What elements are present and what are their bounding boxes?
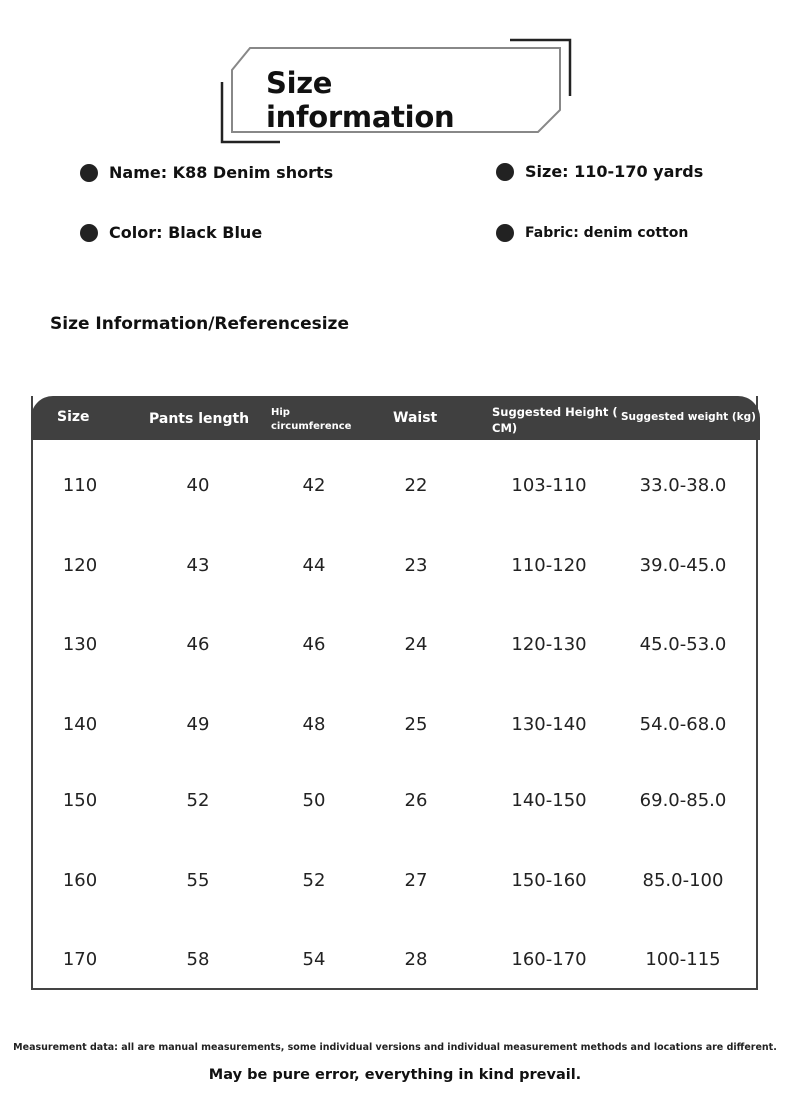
spec-color-text: Color: Black Blue bbox=[109, 223, 263, 242]
cell-hip: 54 bbox=[302, 949, 326, 970]
bullet-icon bbox=[496, 224, 514, 242]
spec-name-text: Name: K88 Denim shorts bbox=[109, 163, 334, 182]
cell-size: 110 bbox=[62, 475, 98, 496]
size-table bbox=[31, 396, 758, 990]
page-title: Size information bbox=[266, 66, 455, 134]
spec-size bbox=[496, 162, 703, 181]
disclaimer: May be pure error, everything in kind prevail. bbox=[208, 1067, 582, 1083]
col-header-size: Size bbox=[57, 409, 90, 425]
cell-waist: 27 bbox=[404, 870, 428, 891]
measurement-note: Measurement data: all are manual measurements, some individual versions and individual measurement methods and locations are different. bbox=[13, 1042, 777, 1053]
cell-waist: 28 bbox=[404, 949, 428, 970]
cell-hip: 48 bbox=[302, 714, 326, 735]
cell-height: 110-120 bbox=[511, 555, 587, 576]
cell-pants-length: 58 bbox=[186, 949, 210, 970]
spec-fabric bbox=[496, 224, 688, 242]
cell-hip: 46 bbox=[302, 634, 326, 655]
cell-height: 120-130 bbox=[511, 634, 587, 655]
cell-height: 160-170 bbox=[511, 949, 587, 970]
cell-pants-length: 55 bbox=[186, 870, 210, 891]
cell-weight: 69.0-85.0 bbox=[639, 790, 727, 811]
cell-size: 130 bbox=[62, 634, 98, 655]
spec-size-text: Size: 110-170 yards bbox=[525, 162, 704, 181]
cell-weight: 45.0-53.0 bbox=[639, 634, 727, 655]
col-header-waist: Waist bbox=[393, 410, 438, 426]
col-header-pants-length: Pants length bbox=[149, 411, 250, 427]
bullet-icon bbox=[496, 163, 514, 181]
cell-height: 150-160 bbox=[511, 870, 587, 891]
cell-size: 140 bbox=[62, 714, 98, 735]
spec-fabric-text: Fabric: denim cotton bbox=[525, 225, 689, 241]
cell-size: 120 bbox=[62, 555, 98, 576]
bullet-icon bbox=[80, 224, 98, 242]
col-header-hip: Hip circumference bbox=[271, 407, 352, 432]
cell-size: 160 bbox=[62, 870, 98, 891]
spec-name bbox=[80, 163, 333, 182]
cell-waist: 24 bbox=[404, 634, 428, 655]
cell-pants-length: 46 bbox=[186, 634, 210, 655]
cell-waist: 25 bbox=[404, 714, 428, 735]
cell-hip: 42 bbox=[302, 475, 326, 496]
col-header-height: Suggested Height ( CM) bbox=[492, 405, 618, 435]
cell-pants-length: 49 bbox=[186, 714, 210, 735]
cell-height: 130-140 bbox=[511, 714, 587, 735]
cell-weight: 85.0-100 bbox=[642, 870, 724, 891]
title-banner bbox=[220, 38, 572, 144]
cell-waist: 26 bbox=[404, 790, 428, 811]
cell-height: 140-150 bbox=[511, 790, 587, 811]
cell-weight: 100-115 bbox=[645, 949, 721, 970]
cell-pants-length: 40 bbox=[186, 475, 210, 496]
bullet-icon bbox=[80, 164, 98, 182]
cell-hip: 50 bbox=[302, 790, 326, 811]
cell-hip: 44 bbox=[302, 555, 326, 576]
cell-pants-length: 52 bbox=[186, 790, 210, 811]
col-header-weight: Suggested weight (kg) bbox=[621, 411, 756, 423]
cell-size: 150 bbox=[62, 790, 98, 811]
cell-weight: 54.0-68.0 bbox=[639, 714, 727, 735]
cell-waist: 22 bbox=[404, 475, 428, 496]
spec-color bbox=[80, 223, 262, 242]
cell-waist: 23 bbox=[404, 555, 428, 576]
cell-weight: 33.0-38.0 bbox=[639, 475, 727, 496]
cell-pants-length: 43 bbox=[186, 555, 210, 576]
table-header bbox=[31, 396, 760, 440]
section-title: Size Information/Referencesize bbox=[50, 314, 349, 334]
cell-hip: 52 bbox=[302, 870, 326, 891]
cell-height: 103-110 bbox=[511, 475, 587, 496]
cell-size: 170 bbox=[62, 949, 98, 970]
cell-weight: 39.0-45.0 bbox=[639, 555, 727, 576]
